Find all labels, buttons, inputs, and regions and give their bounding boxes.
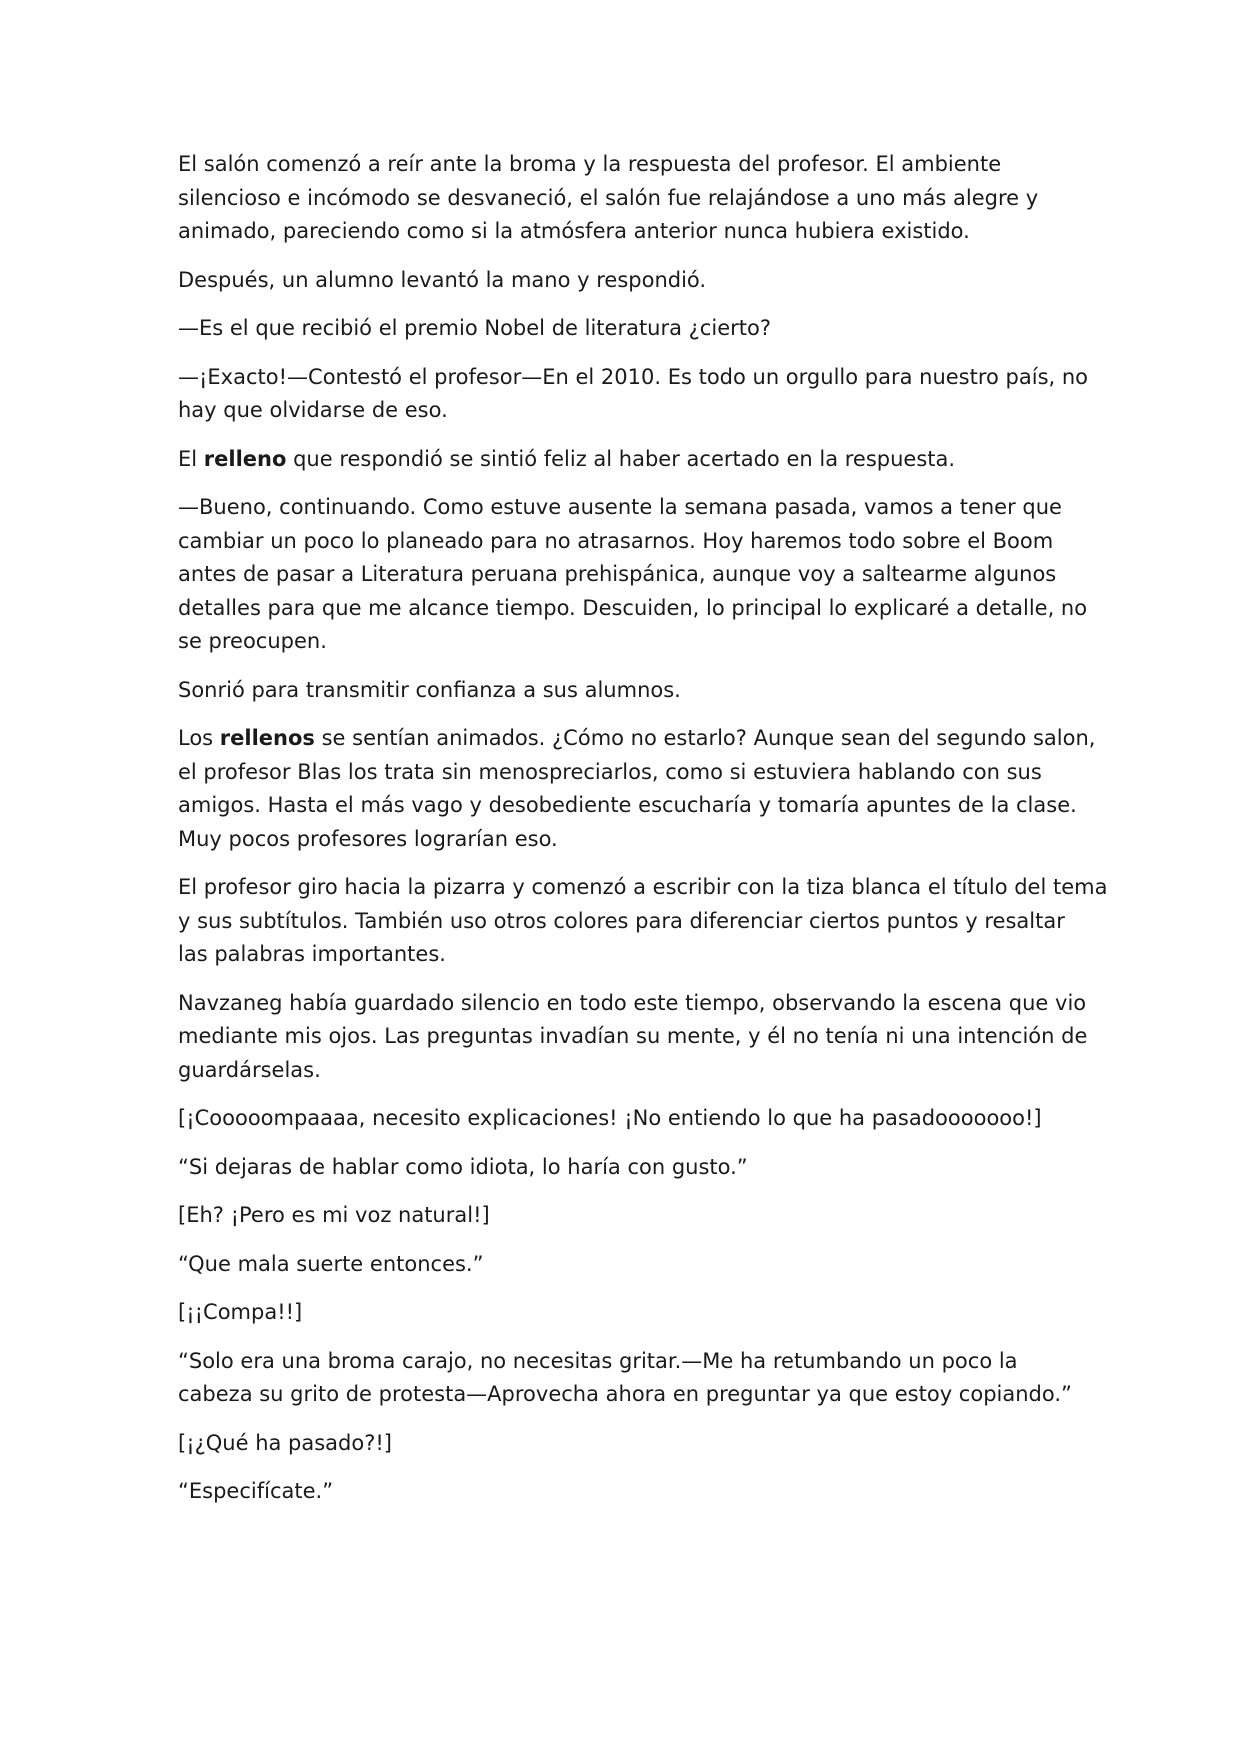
text-line — [178, 148, 1078, 182]
text-run: —¡Exacto!—Contestó el profesor—En el 2010. Es todo un orgullo para nuestro país, no — [178, 364, 1089, 389]
text-line — [178, 938, 1078, 972]
paragraph — [178, 361, 1089, 428]
text-line — [178, 1475, 1078, 1509]
text-line — [178, 264, 1078, 298]
text-line — [178, 182, 1078, 216]
text-run: “Especifícate.” — [178, 1479, 334, 1503]
text-run: se preocupen. — [178, 629, 327, 653]
text-run: detalles para que me alcance tiempo. Descuiden, lo principal lo explicaré a detalle, no — [178, 595, 1088, 620]
paragraph — [178, 1151, 1078, 1185]
paragraph — [178, 871, 1108, 972]
text-line — [178, 987, 1087, 1021]
text-run: “Si dejaras de hablar como idiota, lo haría con gusto.” — [178, 1154, 748, 1179]
text-run: antes de pasar a Literatura peruana prehispánica, aunque voy a saltearme algunos — [178, 562, 1057, 586]
text-run: y sus subtítulos. También uso otros colores para diferenciar ciertos puntos y resaltar — [178, 908, 1065, 933]
text-line — [178, 1151, 1078, 1185]
text-line — [178, 756, 1078, 790]
paragraph — [178, 1345, 1078, 1412]
text-run: [¡¡Compa!!] — [178, 1300, 303, 1324]
text-line — [178, 1427, 1078, 1461]
text-line — [178, 905, 1078, 939]
text-run: animado, pareciendo como si la atmósfera anterior nunca hubiera existido. — [178, 219, 970, 243]
text-line — [178, 361, 1089, 395]
paragraph — [178, 443, 1078, 477]
text-run: El salón comenzó a reír ante la broma y la respuesta del profesor. El ambiente — [178, 152, 1002, 176]
text-line — [178, 674, 1078, 708]
text-line — [178, 525, 1078, 559]
paragraph — [178, 722, 1096, 856]
bold-term: rellenos — [219, 726, 315, 750]
text-run: [¡Cooooompaaaa, necesito explicaciones! ¡No entiendo lo que ha pasadooooooo!] — [178, 1106, 1042, 1130]
text-run: El profesor giro hacia la pizarra y comenzó a escribir con la tiza blanca el título del tema — [178, 875, 1108, 899]
paragraph — [178, 312, 1078, 346]
text-line — [178, 789, 1078, 823]
document-body — [178, 148, 1108, 1524]
text-run: “Solo era una broma carajo, no necesitas gritar.—Me ha retumbando un poco la — [178, 1348, 1018, 1373]
text-run: Sonrió para transmitir confianza a sus alumnos. — [178, 677, 681, 702]
text-run: silencioso e incómodo se desvaneció, el salón fue relajándose a uno más alegre y — [178, 185, 1039, 210]
text-run: “Que mala suerte entonces.” — [178, 1251, 484, 1276]
text-run: se sentían animados. ¿Cómo no estarlo? Aunque sean del segundo salon, — [314, 726, 1096, 750]
text-run: cabeza su grito de protesta—Aprovecha ahora en preguntar ya que estoy copiando.” — [178, 1382, 1072, 1406]
text-line — [178, 1054, 1078, 1088]
text-run: hay que olvidarse de eso. — [178, 398, 448, 422]
paragraph — [178, 264, 1078, 298]
text-line — [178, 491, 1078, 525]
text-line — [178, 443, 1078, 477]
text-run: Navzaneg había guardado silencio en todo este tiempo, observando la escena que vio — [178, 990, 1087, 1015]
paragraph — [178, 148, 1078, 249]
paragraph — [178, 491, 1088, 659]
text-line — [178, 215, 1078, 249]
text-run: —Bueno, continuando. Como estuve ausente la semana pasada, vamos a tener que — [178, 495, 1062, 519]
text-run: las palabras importantes. — [178, 942, 446, 966]
paragraph — [178, 1427, 1078, 1461]
paragraph — [178, 674, 1078, 708]
paragraph — [178, 1296, 1078, 1330]
bold-term: relleno — [203, 446, 287, 471]
text-line — [178, 1199, 1078, 1233]
text-line — [178, 592, 1088, 626]
text-run: amigos. Hasta el más vago y desobediente escucharía y tomaría apuntes de la clase. — [178, 793, 1077, 817]
text-line — [178, 1020, 1088, 1054]
text-run: mediante mis ojos. Las preguntas invadían su mente, y él no tenía ni una intención de — [178, 1024, 1088, 1048]
text-run: cambiar un poco lo planeado para no atrasarnos. Hoy haremos todo sobre el Boom — [178, 528, 1054, 553]
paragraph — [178, 987, 1088, 1088]
paragraph — [178, 1475, 1078, 1509]
text-run: Después, un alumno levantó la mano y respondió. — [178, 267, 707, 292]
text-line — [178, 871, 1108, 905]
text-line — [178, 558, 1078, 592]
text-run: [Eh? ¡Pero es mi voz natural!] — [178, 1203, 490, 1227]
text-line — [178, 1248, 1078, 1282]
text-run: Los — [178, 726, 220, 750]
text-run: el profesor Blas los trata sin menospreciarlos, como si estuviera hablando con sus — [178, 759, 1042, 784]
text-line — [178, 312, 1078, 346]
paragraph — [178, 1102, 1078, 1136]
text-run: Muy pocos profesores lograrían eso. — [178, 826, 558, 851]
text-line — [178, 625, 1078, 659]
text-run: El — [178, 446, 204, 471]
paragraph — [178, 1248, 1078, 1282]
paragraph — [178, 1199, 1078, 1233]
text-run: —Es el que recibió el premio Nobel de literatura ¿cierto? — [178, 316, 771, 340]
text-line — [178, 722, 1096, 756]
text-run: [¡¿Qué ha pasado?!] — [178, 1430, 392, 1455]
text-run: que respondió se sintió feliz al haber acertado en la respuesta. — [286, 446, 956, 471]
text-line — [178, 823, 1078, 857]
text-line — [178, 1345, 1078, 1379]
text-line — [178, 1296, 1078, 1330]
text-line — [178, 394, 1078, 428]
text-line — [178, 1378, 1078, 1412]
text-line — [178, 1102, 1078, 1136]
text-run: guardárselas. — [178, 1057, 321, 1082]
